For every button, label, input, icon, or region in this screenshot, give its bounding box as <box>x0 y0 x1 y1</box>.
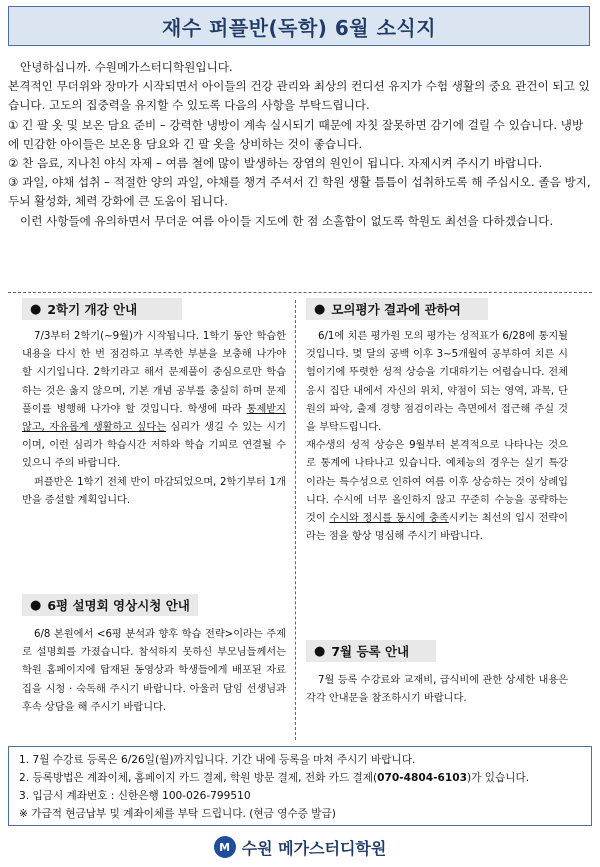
registration-info-box <box>8 746 592 826</box>
registration-paragraph: 7월 등록 수강료와 교재비, 급식비에 관한 상세한 내용은 각각 안내문을 참조하시기 바랍니다. <box>306 675 568 705</box>
section-body-briefing <box>22 626 286 717</box>
semester-paragraph-2: 퍼플반은 1학기 전체 반이 마감되었으며, 2학기부터 1개반을 증설할 계획입니다. <box>22 476 286 506</box>
section-heading-label: 2학기 개강 안내 <box>47 302 138 317</box>
semester-paragraph-1 <box>22 328 286 474</box>
bullet-icon: ● <box>314 643 326 659</box>
intro-item-3: ③ 과일, 야채 섭취 – 적절한 양의 과일, 야채를 챙겨 주셔서 긴 학원 생활 틈틈이 섭취하도록 해 주십시오. 졸음 방지, 두뇌 활성화, 체력 강화에 큰 도움이 됩니다. <box>8 175 591 209</box>
intro-item-2: ② 찬 음료, 지나친 야식 자제 – 여름 철에 많이 발생하는 장염의 원인이 됩니다. 자제시켜 주시기 바랍니다. <box>8 156 543 171</box>
mock-text: 재수생의 성적 상승은 9월부터 본격적으로 나타나는 것으로 통계에 나타나고 있습니다. 예체능의 경우는 실기 특강이라는 특수성으로 인하여 여름 이후 상승하는 것이 상례입니다. 수시에 너무 올인하지 않고 꾸준히 수능을 공략하는 것이 <box>306 440 568 525</box>
info-line-1: 1. 7월 수강료 등록은 6/26일(월)까지입니다. 기간 내에 등록을 마쳐 주시기 바랍니다. <box>19 754 416 766</box>
info-line-2 <box>19 769 581 787</box>
intro-greeting: 안녕하십니까. 수원메가스터디학원입니다. <box>20 60 233 74</box>
bullet-icon: ● <box>30 301 42 317</box>
section-body-registration <box>306 672 568 708</box>
intro-item-1: ① 긴 팔 옷 및 보온 담요 준비 – 강력한 냉방이 계속 실시되기 때문에 자칫 잘못하면 감기에 걸릴 수 있습니다. 냉방에 민감한 아이들은 보온용 담요와 긴 팔 옷을 상비하는 것이 좋습니다. <box>8 117 584 151</box>
academy-logo-icon: M <box>214 836 236 858</box>
semester-text-cont: 심리가 생길 수 있는 시기이며, 이런 심리가 학습시간 저하와 학습 기피로 연결될 수 있으니 주의 바랍니다. <box>22 422 286 470</box>
footer <box>0 832 600 862</box>
section-heading-label: 모의평가 결과에 관하여 <box>331 302 461 317</box>
info-line-3: 3. 입금시 계좌번호 : 신한은행 100-026-799510 <box>19 790 251 802</box>
semester-underlined-text: 통제받지 않고, 자유롭게 생활하고 싶다는 <box>22 403 286 434</box>
section-heading-briefing <box>22 594 198 616</box>
section-heading-mock-exam <box>306 298 488 320</box>
section-heading-registration <box>306 640 436 662</box>
section-divider-horizontal <box>8 292 592 293</box>
briefing-paragraph: 6/8 본원에서 <6평 분석과 향후 학습 전략>이라는 주제로 설명회를 가졌습니다. 참석하지 못하신 부모님들께서는 학원 홈페이지에 탑재된 동영상과 학생들에게 배포된 자료집을 시청 · 숙독해 주시기 바랍니다. 아울러 담임 선생님과 후속 상담을 해 주시기 바랍니다. <box>22 629 286 713</box>
section-body-semester <box>22 328 286 510</box>
intro-section <box>8 58 592 231</box>
column-divider <box>295 300 296 740</box>
section-heading-label: 6평 설명회 영상시청 안내 <box>47 598 190 613</box>
info-line-4: ※ 가급적 현금납부 및 계좌이체를 부탁 드립니다. (현금 영수증 발급) <box>19 808 336 820</box>
section-heading-semester <box>22 298 182 320</box>
semester-text: 7/3부터 2학기(~9월)가 시작됩니다. 1학기 동안 학습한 내용을 다시 한 번 점검하고 부족한 부분을 보충해 나가야 할 시기입니다. 2학기라고 해서 문제풀이 중심으로만 학습하는 것은 옳지 않으며, 기본 개념 공부를 충실히 하며 문제 풀이를 병행해 나가야 할 것입니다. 학생에 따라 <box>22 331 286 415</box>
info-line-2-text: 2. 등록방법은 계좌이체, 홈페이지 카드 결제, 학원 방문 결제, 전화 카드 결제( <box>19 772 378 784</box>
phone-number: 070-4804-6103 <box>377 772 468 784</box>
mock-underlined-text: 수시와 정시를 동시에 충족 <box>329 513 449 525</box>
info-line-2-text-cont: )가 있습니다. <box>467 772 530 784</box>
section-body-mock-exam <box>306 328 568 546</box>
bullet-icon: ● <box>30 597 42 613</box>
newsletter-title-box <box>8 6 590 46</box>
intro-closing: 이런 사항들에 유의하면서 무더운 여름 아이들 지도에 한 점 소홀함이 없도록 학원도 최선을 다하겠습니다. <box>20 213 554 228</box>
page-title: 재수 퍼플반(독학) 6월 소식지 <box>161 15 437 40</box>
mock-text-cont: 시키는 최선의 입시 전략이라는 점을 항상 명심해 주시기 바랍니다. <box>306 513 568 543</box>
bullet-icon: ● <box>314 301 326 317</box>
academy-name: 수원 메가스터디학원 <box>241 838 387 858</box>
section-heading-label: 7월 등록 안내 <box>331 644 410 659</box>
intro-paragraph: 본격적인 무더위와 장마가 시작되면서 아이들의 건강 관리와 최상의 컨디션 유지가 수험 생활의 중요 관건이 되고 있습니다. 고도의 집중력을 유지할 수 있도록 다음의 사항을 부탁드립니다. <box>8 79 590 113</box>
mock-paragraph-2 <box>306 437 568 546</box>
mock-paragraph-1: 6/1에 치른 평가원 모의 평가는 성적표가 6/28에 통지될 것입니다. 몇 달의 공백 이후 3~5개월여 공부하여 치른 시험이기에 뚜렷한 성적 상승을 기대하기는 어렵습니다. 전체 응시 집단 내에서 자신의 위치, 약점이 되는 영역, 과목, 단원의 파악, 출제 경향 점검이라는 측면에서 접근해 주실 것을 부탁드립니다. <box>306 331 568 434</box>
